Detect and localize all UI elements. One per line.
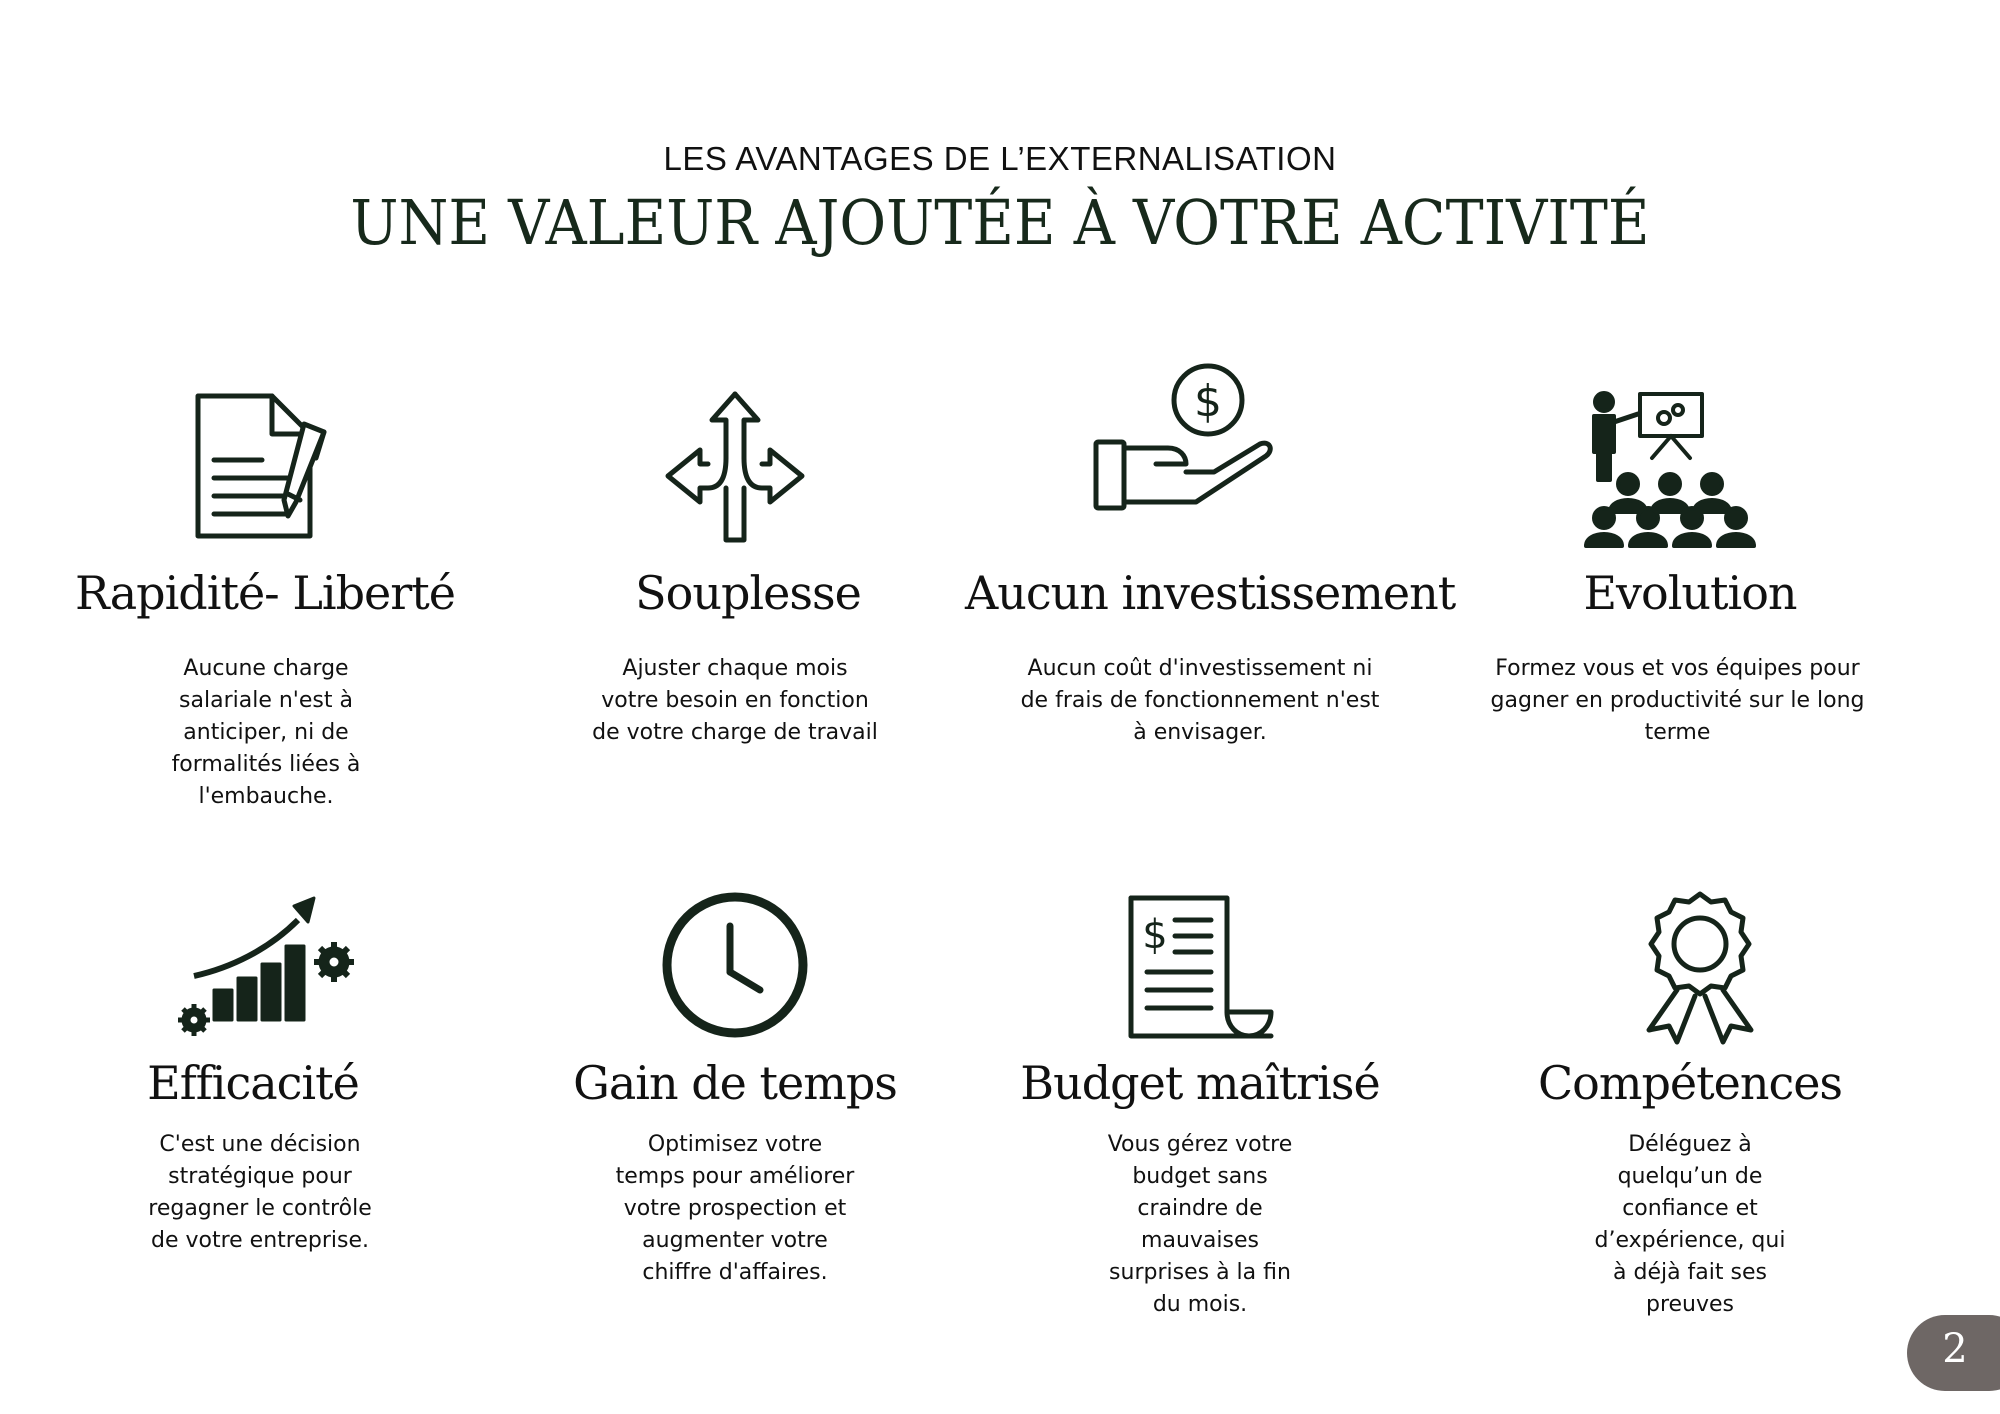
feature-description: Ajuster chaque mois votre besoin en fonction de votre charge de travail — [592, 656, 878, 745]
contract-pen-icon — [192, 388, 352, 548]
feature-title: Aucun investissement — [965, 566, 1456, 620]
feature-description: Aucun coût d'investissement ni de frais de fonctionnement n'est à envisager. — [1020, 656, 1380, 745]
feature-rapidite — [40, 370, 510, 830]
svg-text:$: $ — [1142, 912, 1168, 958]
feature-gain-de-temps — [500, 890, 970, 1320]
section-subtitle: LES AVANTAGES DE L’EXTERNALISATION — [663, 140, 1337, 177]
feature-title: Evolution — [1583, 566, 1797, 620]
page-number: 2 — [1942, 1326, 1968, 1372]
page-title: UNE VALEUR AJOUTÉE À VOTRE ACTIVITÉ — [350, 186, 1650, 259]
feature-description: Aucune charge salariale n'est à anticiper, ni de formalités liées à l'embauche. — [171, 656, 361, 809]
feature-efficacite — [20, 890, 490, 1320]
feature-title: Souplesse — [635, 566, 861, 620]
feature-description: C'est une décision stratégique pour regagner le contrôle de votre entreprise. — [148, 1132, 372, 1253]
split-arrows-icon — [660, 388, 810, 548]
feature-description: Vous gérez votre budget sans craindre de mauvaises surprises à la fin du mois. — [1107, 1132, 1293, 1317]
feature-title: Compétences — [1537, 1056, 1843, 1110]
feature-souplesse — [500, 370, 990, 830]
feature-title: Gain de temps — [573, 1056, 897, 1110]
feature-aucun-investissement — [965, 360, 1456, 820]
feature-description: Déléguez à quelqu’un de confiance et d’expérience, qui à déjà fait ses preuves — [1594, 1132, 1786, 1317]
feature-description: Optimisez votre temps pour améliorer votre prospection et augmenter votre chiffre d'affaires. — [615, 1132, 855, 1285]
training-presentation-icon — [1580, 388, 1770, 548]
growth-chart-gears-icon — [170, 892, 360, 1042]
feature-evolution — [1455, 370, 1925, 830]
svg-text:$: $ — [1194, 376, 1222, 427]
invoice-dollar-icon — [1125, 894, 1285, 1044]
award-ribbon-icon — [1635, 890, 1765, 1045]
hand-dollar-icon — [1090, 360, 1280, 520]
feature-budget-maitrise — [965, 890, 1435, 1320]
feature-title: Efficacité — [147, 1056, 359, 1110]
feature-competences — [1455, 890, 1925, 1320]
clock-icon — [660, 890, 810, 1040]
feature-title: Rapidité- Liberté — [75, 566, 455, 620]
feature-description: Formez vous et vos équipes pour gagner en productivité sur le long terme — [1490, 656, 1865, 745]
feature-title: Budget maîtrisé — [1020, 1056, 1380, 1110]
